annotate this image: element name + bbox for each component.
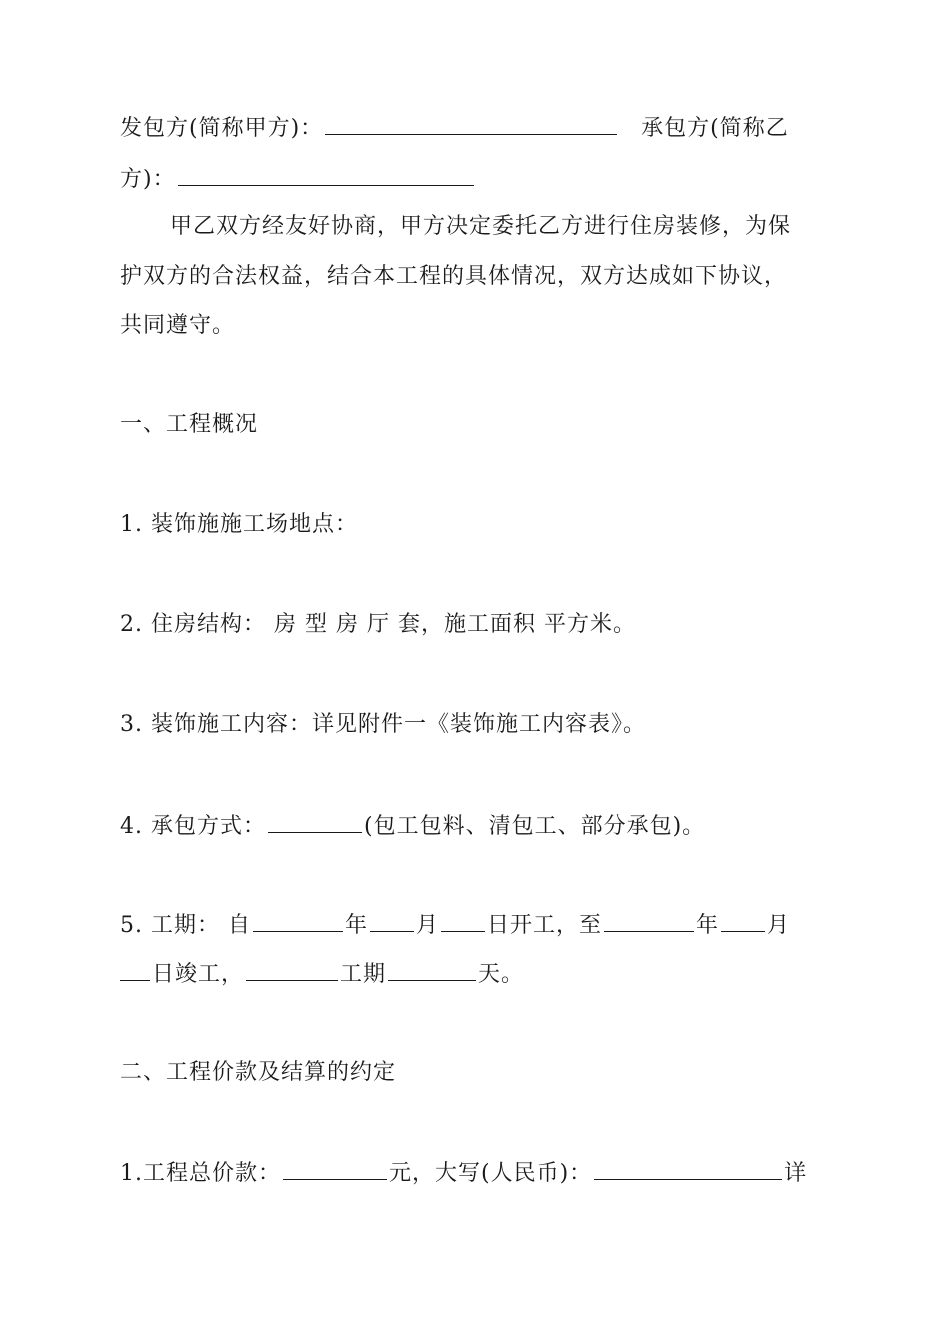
end-year-blank — [604, 909, 694, 932]
total-price-uppercase-label: 元，大写(人民币)： — [389, 1161, 593, 1186]
total-price-label: 1.工程总价款： — [120, 1161, 281, 1186]
party-a-blank — [325, 112, 617, 135]
end-year-label: 年 — [696, 913, 720, 938]
end-month-blank — [721, 909, 765, 932]
period-label: 工期 — [340, 962, 387, 987]
party-b-blank — [178, 163, 474, 186]
days-label: 天。 — [478, 962, 525, 987]
intro-line-2: 护双方的合法权益，结合本工程的具体情况，双方达成如下协议， — [120, 264, 788, 289]
end-day-label: 日竣工， — [152, 962, 245, 987]
party-b-label-cont: 方)： — [120, 167, 176, 192]
period-blank-1 — [246, 958, 338, 981]
parties-line-1 — [120, 112, 835, 144]
start-day-label: 日开工，至 — [487, 913, 603, 938]
total-price-detail-label: 详 — [784, 1161, 808, 1186]
intro-line-3: 共同遵守。 — [120, 313, 236, 338]
party-b-label: 承包方(简称乙 — [641, 116, 789, 141]
item-1-site: 1. 装饰施施工场地点： — [120, 512, 358, 537]
item-4-options: (包工包料、清包工、部分承包)。 — [363, 814, 706, 839]
days-blank — [388, 958, 476, 981]
start-year-label: 年 — [344, 913, 368, 938]
total-price-blank — [283, 1157, 387, 1180]
item-2-structure: 2. 住房结构： 房 型 房 厅 套，施工面积 平方米。 — [120, 612, 636, 637]
section-2-item-1 — [120, 1157, 835, 1189]
section-1-heading: 一、工程概况 — [120, 412, 259, 437]
end-day-blank — [120, 958, 150, 981]
item-5-schedule-line-1 — [120, 909, 835, 941]
section-2-heading: 二、工程价款及结算的约定 — [120, 1060, 397, 1085]
intro-line-1: 甲乙双方经友好协商，甲方决定委托乙方进行住房装修，为保 — [170, 214, 792, 239]
item-5-schedule-line-2 — [120, 958, 835, 990]
start-year-blank — [253, 909, 343, 932]
item-5-prefix: 5. 工期： 自 — [120, 913, 251, 938]
parties-line-2 — [120, 163, 835, 195]
party-a-label: 发包方(简称甲方)： — [120, 116, 324, 141]
total-price-uppercase-blank — [594, 1157, 782, 1180]
item-4-blank — [268, 810, 362, 833]
start-month-label: 月 — [416, 913, 440, 938]
item-4-contract-mode — [120, 810, 835, 842]
item-3-content: 3. 装饰施工内容：详见附件一《装饰施工内容表》。 — [120, 712, 646, 737]
end-month-label: 月 — [767, 913, 791, 938]
start-month-blank — [370, 909, 414, 932]
start-day-blank — [441, 909, 485, 932]
item-4-label: 4. 承包方式： — [120, 814, 266, 839]
